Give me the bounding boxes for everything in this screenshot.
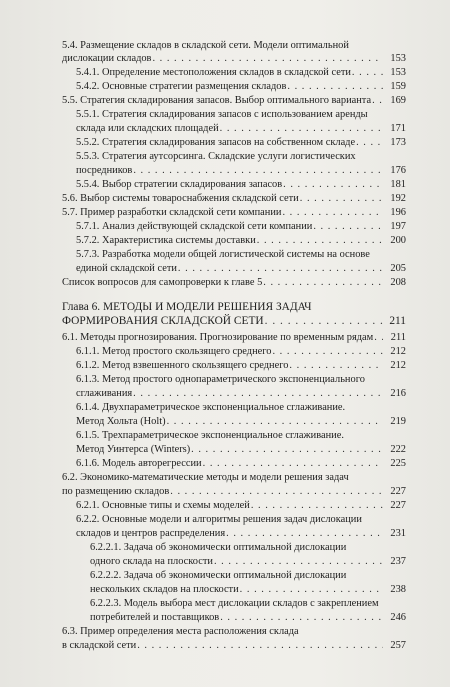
toc-entry-page: 238 — [390, 584, 406, 595]
toc-entry — [76, 402, 345, 413]
toc-entry-title: 6.2.2.3. Модель выбора мест дислокации складов с закреплением — [90, 598, 379, 609]
toc-entry — [76, 165, 406, 176]
toc-entry-title: 5.4.2. Основные стратегии размещения складов — [76, 81, 287, 92]
dot-leader — [214, 556, 383, 567]
toc-entry — [76, 444, 406, 455]
toc-entry-page: 216 — [390, 388, 406, 399]
toc-entry-title: дислокации складов — [62, 53, 152, 64]
dot-leader — [137, 640, 383, 651]
toc-entry-title: 5.7.2. Характеристика системы доставки — [76, 235, 256, 246]
toc-entry — [76, 263, 406, 274]
toc-entry — [76, 528, 406, 539]
toc-entry — [76, 346, 406, 357]
toc-entry-title: Метод Хольта (Holt) — [76, 416, 166, 427]
toc-entry-title: 6.1.1. Метод простого скользящего среднего — [76, 346, 272, 357]
toc-entry-title: 5.5.4. Выбор стратегии складирования запасов — [76, 179, 283, 190]
toc-entry-title: Список вопросов для самопроверки к главе 5 — [62, 277, 263, 288]
dot-leader — [133, 165, 383, 176]
toc-entry — [76, 388, 406, 399]
toc-entry-title: 6.1.5. Трехпараметрическое экспоненциальное сглаживание. — [76, 430, 344, 441]
dot-leader — [300, 193, 383, 204]
toc-entry-title: Глава 6. МЕТОДЫ И МОДЕЛИ РЕШЕНИЯ ЗАДАЧ — [62, 301, 312, 313]
toc-entry — [76, 109, 368, 120]
toc-entry — [90, 542, 346, 553]
toc-entry — [76, 235, 406, 246]
toc-entry — [76, 458, 406, 469]
toc-entry-page: 231 — [390, 528, 406, 539]
toc-entry-page: 197 — [390, 221, 406, 232]
toc-entry-page: 211 — [389, 315, 406, 327]
toc-entry — [90, 570, 346, 581]
toc-entry-page: 227 — [390, 500, 406, 511]
toc-entry — [62, 193, 406, 204]
toc-entry-page: 173 — [390, 137, 406, 148]
dot-leader — [167, 416, 383, 427]
toc-entry-title: 5.7.3. Разработка модели общей логистической системы на основе — [76, 249, 370, 260]
toc-entry-title: Метод Уинтерса (Winters) — [76, 444, 191, 455]
toc-entry-title: 6.2.2. Основные модели и алгоритмы решения задач дислокации — [76, 514, 362, 525]
dot-leader — [272, 346, 383, 357]
dot-leader — [372, 95, 383, 106]
dot-leader — [152, 53, 383, 64]
toc-entry-page: 171 — [390, 123, 406, 134]
toc-entry — [76, 514, 362, 525]
toc-entry — [76, 151, 356, 162]
toc-entry — [76, 81, 406, 92]
toc-entry — [90, 598, 379, 609]
toc-entry-title: 6.2.1. Основные типы и схемы моделей — [76, 500, 250, 511]
dot-leader — [265, 316, 383, 327]
toc-entry — [76, 360, 406, 371]
toc-entry-title: 6.1.3. Метод простого однопараметрического экспоненциального — [76, 374, 365, 385]
toc-entry-page: 205 — [390, 263, 406, 274]
dot-leader — [220, 123, 383, 134]
dot-leader — [374, 332, 383, 343]
toc-entry-page: 237 — [390, 556, 406, 567]
toc-entry-title: 5.5.3. Стратегия аутсорсинга. Складские услуги логистических — [76, 151, 356, 162]
chapter-heading — [62, 302, 312, 313]
dot-leader — [257, 235, 383, 246]
toc-entry — [76, 221, 406, 232]
toc-entry-title: одного склада на плоскости — [90, 556, 213, 567]
toc-entry-page: 159 — [390, 81, 406, 92]
toc-entry — [62, 332, 406, 343]
toc-entry-title: 6.2.2.2. Задача об экономически оптимальной дислокации — [90, 570, 347, 581]
toc-entry-page: 257 — [390, 640, 406, 651]
toc-entry-page: 222 — [390, 444, 406, 455]
toc-entry-title: в складской сети — [62, 640, 137, 651]
toc-entry — [76, 179, 406, 190]
toc-entry-page: 169 — [390, 95, 406, 106]
dot-leader — [289, 360, 383, 371]
toc-entry-page: 153 — [390, 67, 406, 78]
dot-leader — [226, 528, 383, 539]
toc-entry-page: 246 — [390, 612, 406, 623]
toc-entry-page: 208 — [390, 277, 406, 288]
dot-leader — [220, 612, 383, 623]
dot-leader — [178, 263, 383, 274]
dot-leader — [203, 458, 383, 469]
toc-entry-title: 6.1.6. Модель авторегрессии — [76, 458, 202, 469]
dot-leader — [191, 444, 383, 455]
toc-entry-title: по размещению складов — [62, 486, 170, 497]
dot-leader — [352, 67, 383, 78]
toc-entry — [76, 137, 406, 148]
toc-entry — [76, 67, 406, 78]
toc-entry — [76, 249, 370, 260]
toc-entry-page: 196 — [390, 207, 406, 218]
dot-leader — [313, 221, 383, 232]
toc-entry-title: 5.7. Пример разработки складской сети компании — [62, 207, 282, 218]
dot-leader — [287, 81, 383, 92]
toc-entry — [76, 500, 406, 511]
toc-entry-title: 5.4.1. Определение местоположения складов в складской сети — [76, 67, 351, 78]
dot-leader — [251, 500, 383, 511]
dot-leader — [356, 137, 383, 148]
toc-entry-page: 212 — [390, 360, 406, 371]
toc-entry-page: 153 — [390, 53, 406, 64]
dot-leader — [133, 388, 383, 399]
toc-entry-page: 192 — [390, 193, 406, 204]
toc-entry-title: 6.1. Методы прогнозирования. Прогнозирование по временным рядам — [62, 332, 374, 343]
toc-entry-title: потребителей и поставщиков — [90, 612, 220, 623]
toc-entry-page: 200 — [390, 235, 406, 246]
toc-entry-page: 176 — [390, 165, 406, 176]
toc-entry-title: 6.3. Пример определения места расположения склада — [62, 626, 299, 637]
toc-entry — [76, 430, 344, 441]
dot-leader — [240, 584, 383, 595]
dot-leader — [170, 486, 383, 497]
toc-entry — [90, 612, 406, 623]
toc-entry — [76, 374, 365, 385]
toc-entry — [62, 53, 406, 64]
toc-entry — [62, 640, 406, 651]
toc-entry-title: 6.2. Экономико-математические методы и модели решения задач — [62, 472, 349, 483]
toc-entry — [62, 207, 406, 218]
toc-entry-page: 219 — [390, 416, 406, 427]
toc-entry-title: 5.5. Стратегия складирования запасов. Выбор оптимального варианта — [62, 95, 372, 106]
toc-entry-title: 5.5.2. Стратегия складирования запасов на собственном складе — [76, 137, 356, 148]
toc-entry-title: 5.4. Размещение складов в складской сети. Модели оптимальной — [62, 40, 349, 51]
toc-entry — [90, 556, 406, 567]
toc-entry-page: 211 — [390, 332, 406, 343]
toc-entry-page: 212 — [390, 346, 406, 357]
chapter-heading — [62, 316, 406, 327]
toc-entry-title: нескольких складов на плоскости — [90, 584, 239, 595]
toc-entry-page: 227 — [390, 486, 406, 497]
toc-entry — [62, 472, 349, 483]
toc-entry — [76, 123, 406, 134]
dot-leader — [282, 207, 383, 218]
toc-entry-title: единой складской сети — [76, 263, 177, 274]
toc-entry — [90, 584, 406, 595]
toc-entry-title: 5.5.1. Стратегия складирования запасов с использованием аренды — [76, 109, 368, 120]
toc-entry-page: 225 — [390, 458, 406, 469]
toc-entry-title: 5.7.1. Анализ действующей складской сети компании — [76, 221, 313, 232]
toc-entry — [76, 416, 406, 427]
toc-entry — [62, 277, 406, 288]
dot-leader — [263, 277, 383, 288]
toc-entry-title: склада или складских площадей — [76, 123, 219, 134]
toc-entry-title: 6.1.4. Двухпараметрическое экспоненциальное сглаживание. — [76, 402, 346, 413]
toc-entry — [62, 486, 406, 497]
toc-entry-title: 5.6. Выбор системы товароснабжения складской сети — [62, 193, 299, 204]
toc-entry — [62, 626, 299, 637]
toc-entry-title: сглаживания — [76, 388, 133, 399]
toc-entry-title: 6.1.2. Метод взвешенного скользящего среднего — [76, 360, 289, 371]
toc-entry — [62, 40, 349, 51]
toc-entry-page: 181 — [390, 179, 406, 190]
toc-entry-title: ФОРМИРОВАНИЯ СКЛАДСКОЙ СЕТИ — [62, 315, 264, 327]
toc-entry-title: складов и центров распределения — [76, 528, 226, 539]
toc-entry — [62, 95, 406, 106]
toc-entry-title: посредников — [76, 165, 133, 176]
toc-entry-title: 6.2.2.1. Задача об экономически оптимальной дислокации — [90, 542, 347, 553]
dot-leader — [283, 179, 383, 190]
